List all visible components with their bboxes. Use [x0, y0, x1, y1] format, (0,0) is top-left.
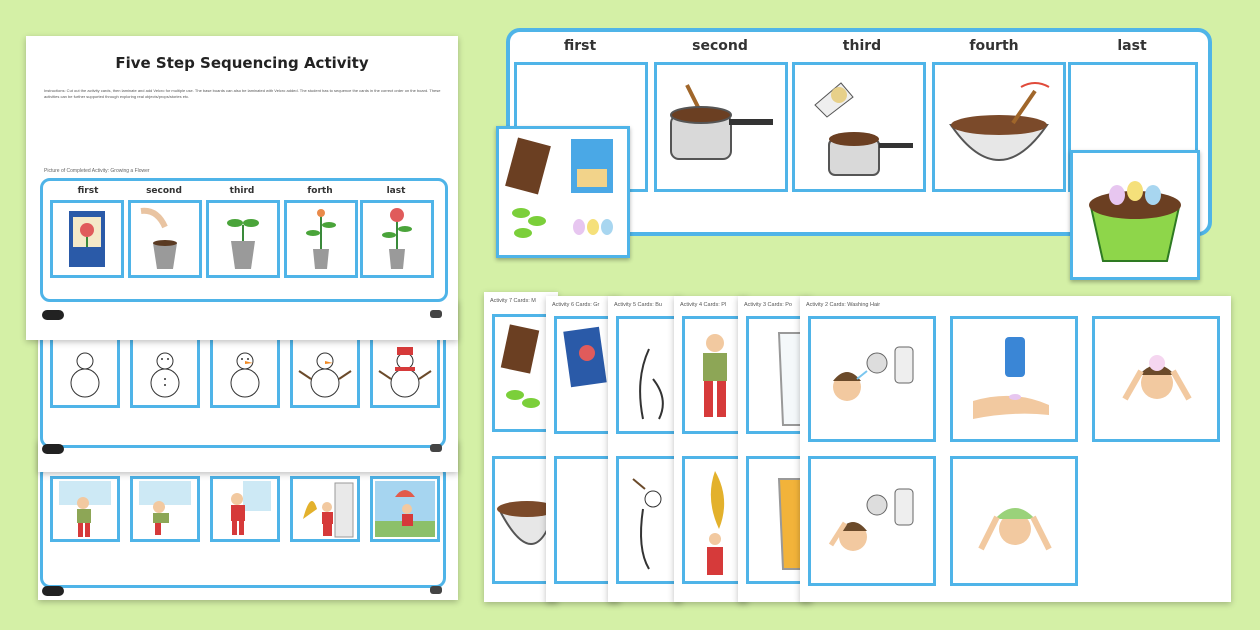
washing-hair-card-3[interactable] [1092, 316, 1220, 442]
board-slot-2-card[interactable] [654, 62, 788, 192]
sequence-card[interactable] [616, 316, 682, 434]
card-sheet-activity-2 [800, 296, 1231, 602]
worksheet-instructions: Instructions: Cut out the activity cards, then laminate and add Velcro for multiple use. The base boards can also be laminated with Velcro added. The student has to sequence the cards in the correct order on the board. These activities can be further supported through exploring real objects/props/stories etc. [44, 88, 441, 99]
flower-header-last: last [386, 186, 406, 196]
flower-card-3 [206, 200, 280, 278]
weather-card-1 [50, 476, 120, 542]
board-header-second: second [692, 38, 748, 54]
board-header-first: first [563, 38, 597, 54]
board-header-third: third [842, 38, 882, 54]
board-slot-3-card[interactable] [792, 62, 926, 192]
washing-hair-card-4[interactable] [808, 456, 936, 586]
flower-header-second: second [146, 186, 182, 196]
snowman-card-2 [130, 336, 200, 408]
weather-card-2 [130, 476, 200, 542]
flower-card-1 [50, 200, 124, 278]
snowman-card-1 [50, 336, 120, 408]
chocolate-nest-card[interactable] [1070, 150, 1200, 280]
card-sheet-title: Activity 3 Cards: Po [744, 302, 792, 308]
weather-card-3 [210, 476, 280, 542]
card-sheet-title: Activity 5 Cards: Bu [614, 302, 662, 308]
card-sheet-activity-5 [608, 296, 682, 602]
weather-card-5 [370, 476, 440, 542]
footer-badge [430, 310, 442, 318]
flower-header-first: first [77, 186, 99, 196]
publisher-logo [42, 444, 64, 454]
example-caption: Picture of Completed Activity: Growing a Flower [44, 168, 150, 174]
board-header-fourth: fourth [969, 38, 1019, 54]
footer-badge [430, 444, 442, 452]
worksheet-title: Five Step Sequencing Activity [115, 54, 369, 72]
snowman-card-4 [290, 336, 360, 408]
card-sheet-activity-4 [674, 296, 748, 602]
footer-badge [430, 586, 442, 594]
washing-hair-card-5[interactable] [950, 456, 1078, 586]
flower-header-forth: forth [307, 186, 333, 196]
flower-card-2 [128, 200, 202, 278]
sequence-card[interactable] [616, 456, 682, 584]
card-sheet-title: Activity 6 Cards: Gr [552, 302, 600, 308]
card-sheet-title: Activity 7 Cards: M [490, 298, 536, 304]
publisher-logo [42, 586, 64, 596]
flower-card-4 [284, 200, 358, 278]
washing-hair-card-1[interactable] [808, 316, 936, 442]
flower-card-5 [360, 200, 434, 278]
flower-header-third: third [229, 186, 255, 196]
board-slot-4-card[interactable] [932, 62, 1066, 192]
board-header-last: last [1117, 38, 1147, 54]
card-sheet-title: Activity 2 Cards: Washing Hair [806, 302, 881, 308]
washing-hair-card-2[interactable] [950, 316, 1078, 442]
weather-card-4 [290, 476, 360, 542]
publisher-logo [42, 310, 64, 320]
card-sheet-title: Activity 4 Cards: Pl [680, 302, 727, 308]
snowman-card-5 [370, 336, 440, 408]
worksheet-page-1 [26, 36, 458, 340]
snowman-card-3 [210, 336, 280, 408]
ingredients-card[interactable] [496, 126, 630, 258]
